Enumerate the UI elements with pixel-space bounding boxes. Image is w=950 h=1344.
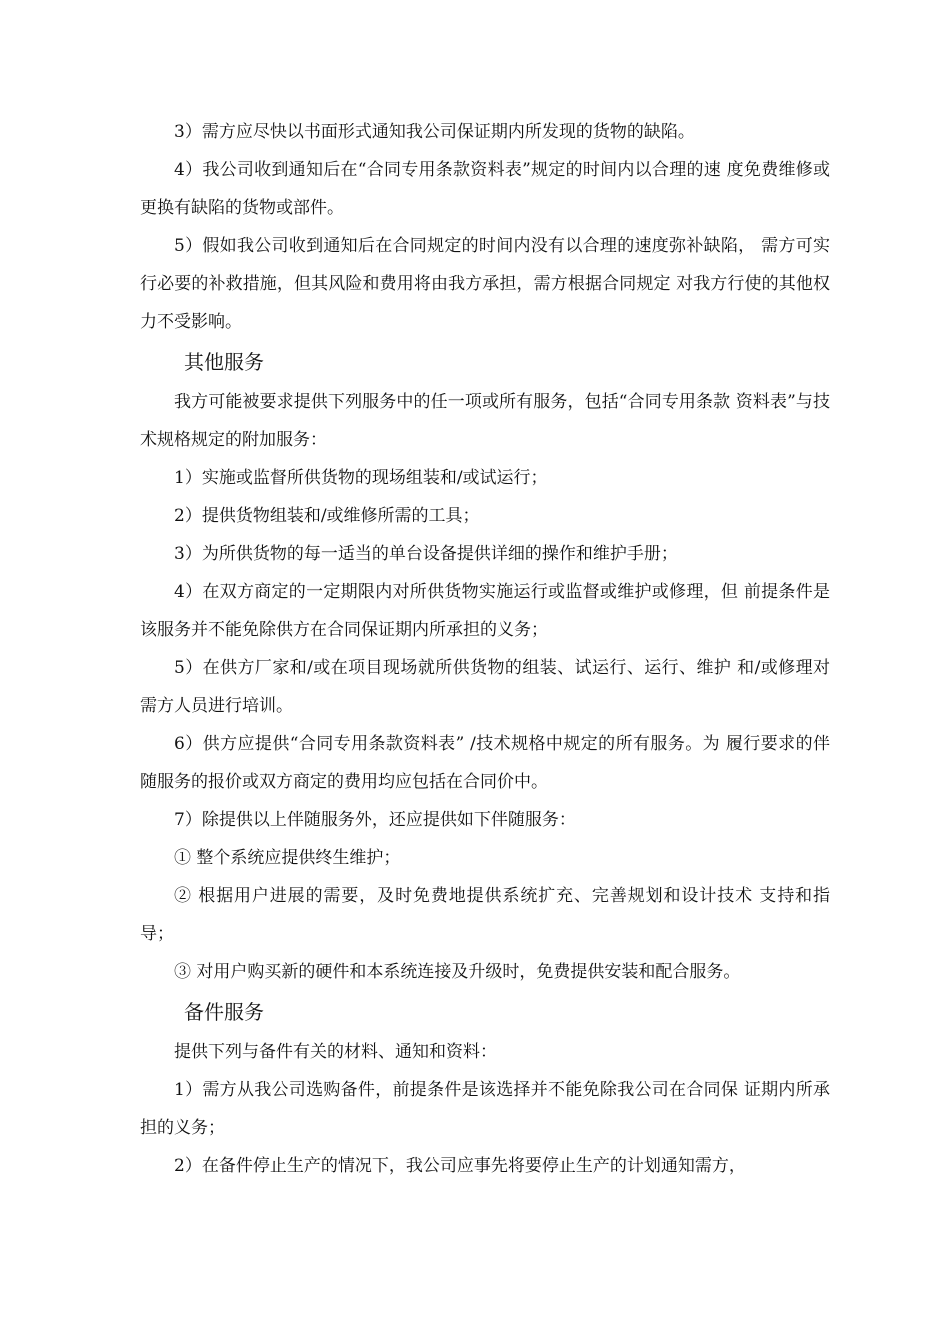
other-service-item-5: 5）在供方厂家和/或在项目现场就所供货物的组装、试运行、运行、维护 和/或修理对需方人员进行培训。	[140, 658, 830, 716]
other-service-item-3: 3）为所供货物的每一适当的单台设备提供详细的操作和维护手册；	[174, 544, 678, 564]
warranty-item-5: 5）假如我公司收到通知后在合同规定的时间内没有以合理的速度弥补缺陷， 需方可实行必要的补救措施，但其风险和费用将由我方承担，需方根据合同规定 对我方行使的其他权力不受影响。	[140, 236, 830, 332]
section-title-spare-parts: 备件服务	[184, 1000, 264, 1024]
spare-parts-item-2: 2）在备件停止生产的情况下，我公司应事先将要停止生产的计划通知需方，	[174, 1156, 746, 1176]
spare-parts-intro: 提供下列与备件有关的材料、通知和资料：	[174, 1042, 497, 1062]
warranty-item-3: 3）需方应尽快以书面形式通知我公司保证期内所发现的货物的缺陷。	[174, 122, 695, 142]
other-service-item-7: 7）除提供以上伴随服务外，还应提供如下伴随服务：	[174, 810, 576, 830]
section-title-other-services: 其他服务	[184, 350, 264, 374]
other-service-subitem-3: ③ 对用户购买新的硬件和本系统连接及升级时，免费提供安装和配合服务。	[174, 962, 741, 982]
other-service-item-6: 6）供方应提供“合同专用条款资料表” /技术规格中规定的所有服务。为 履行要求的伴随服务的报价或双方商定的费用均应包括在合同价中。	[140, 734, 830, 792]
other-service-subitem-1: ① 整个系统应提供终生维护；	[174, 848, 401, 868]
other-service-item-4: 4）在双方商定的一定期限内对所供货物实施运行或监督或维护或修理，但 前提条件是该服务并不能免除供方在合同保证期内所承担的义务；	[140, 582, 830, 640]
other-services-intro: 我方可能被要求提供下列服务中的任一项或所有服务，包括“合同专用条款 资料表”与技术规格规定的附加服务：	[140, 392, 830, 450]
warranty-item-4: 4）我公司收到通知后在“合同专用条款资料表”规定的时间内以合理的速 度免费维修或更换有缺陷的货物或部件。	[140, 160, 830, 218]
document-body	[140, 113, 830, 1185]
spare-parts-item-1: 1）需方从我公司选购备件，前提条件是该选择并不能免除我公司在合同保 证期内所承担的义务；	[140, 1080, 830, 1138]
other-service-subitem-2: ② 根据用户进展的需要，及时免费地提供系统扩充、完善规划和设计技术 支持和指导；	[140, 886, 830, 944]
other-service-item-1: 1）实施或监督所供货物的现场组装和/或试运行；	[174, 468, 548, 488]
other-service-item-2: 2）提供货物组装和/或维修所需的工具；	[174, 506, 480, 526]
